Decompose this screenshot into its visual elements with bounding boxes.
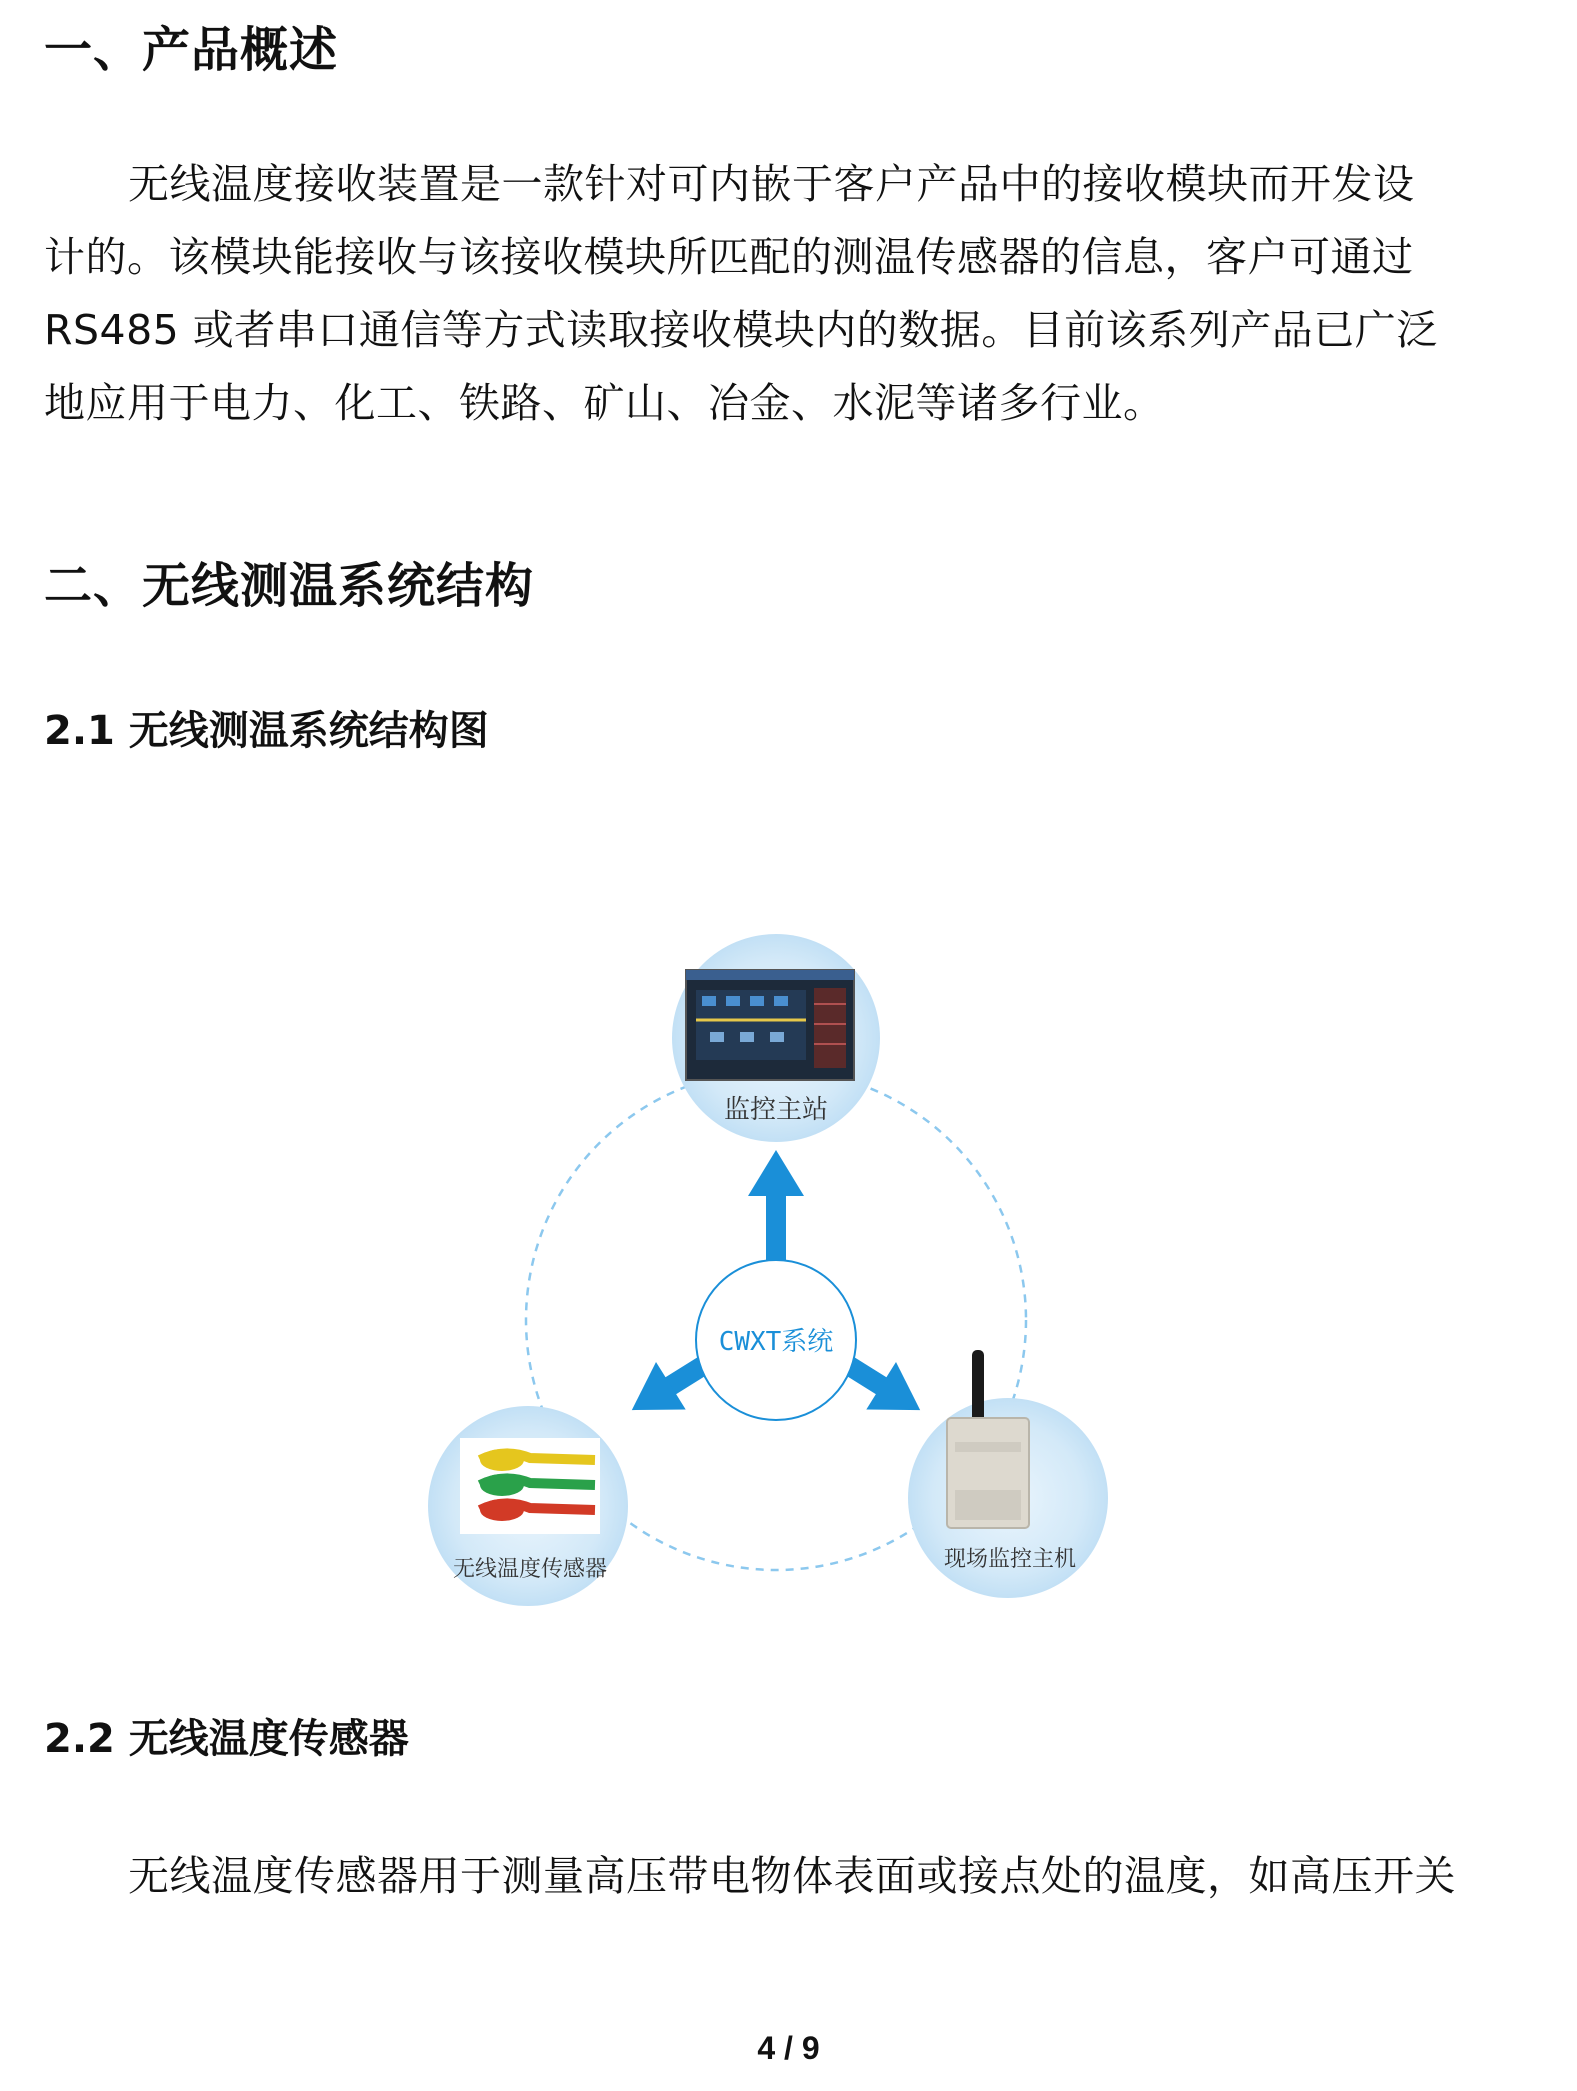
section-heading-overview: 一、产品概述 bbox=[44, 22, 339, 78]
left-node-label: 无线温度传感器 bbox=[452, 1557, 608, 1582]
subsection-heading-sensor: 2.2 无线温度传感器 bbox=[44, 1716, 409, 1762]
node-temperature-sensor bbox=[428, 1406, 628, 1606]
sensor-paragraph: 无线温度传感器用于测量高压带电物体表面或接点处的温度，如高压开关 bbox=[128, 1852, 1456, 1900]
top-node-label: 监控主站 bbox=[723, 1095, 829, 1125]
node-cwxt-system bbox=[696, 1260, 856, 1420]
page-number: 4 / 9 bbox=[757, 2030, 820, 2066]
arrow-up bbox=[748, 1150, 804, 1260]
node-field-monitor-host bbox=[908, 1350, 1108, 1598]
right-node-label: 现场监控主机 bbox=[943, 1547, 1077, 1572]
diagram-canvas bbox=[410, 900, 1130, 1660]
section-heading-structure: 二、无线测温系统结构 bbox=[44, 558, 535, 614]
center-node-label: CWXT系统 bbox=[718, 1327, 834, 1357]
node-monitoring-station bbox=[672, 934, 880, 1142]
subsection-heading-diagram: 2.1 无线测温系统结构图 bbox=[44, 708, 489, 754]
system-structure-diagram bbox=[410, 900, 1130, 1660]
overview-paragraph: 无线温度接收装置是一款针对可内嵌于客户产品中的接收模块而开发设计的。该模块能接收与该接收模块所匹配的测温传感器的信息，客户可通过 RS485 或者串口通信等方式读取接收模块内的数据。目前该系列产品已广泛地应用于电力、化工、铁路、矿山、冶金、水泥等诸多行业。 bbox=[44, 160, 1438, 427]
